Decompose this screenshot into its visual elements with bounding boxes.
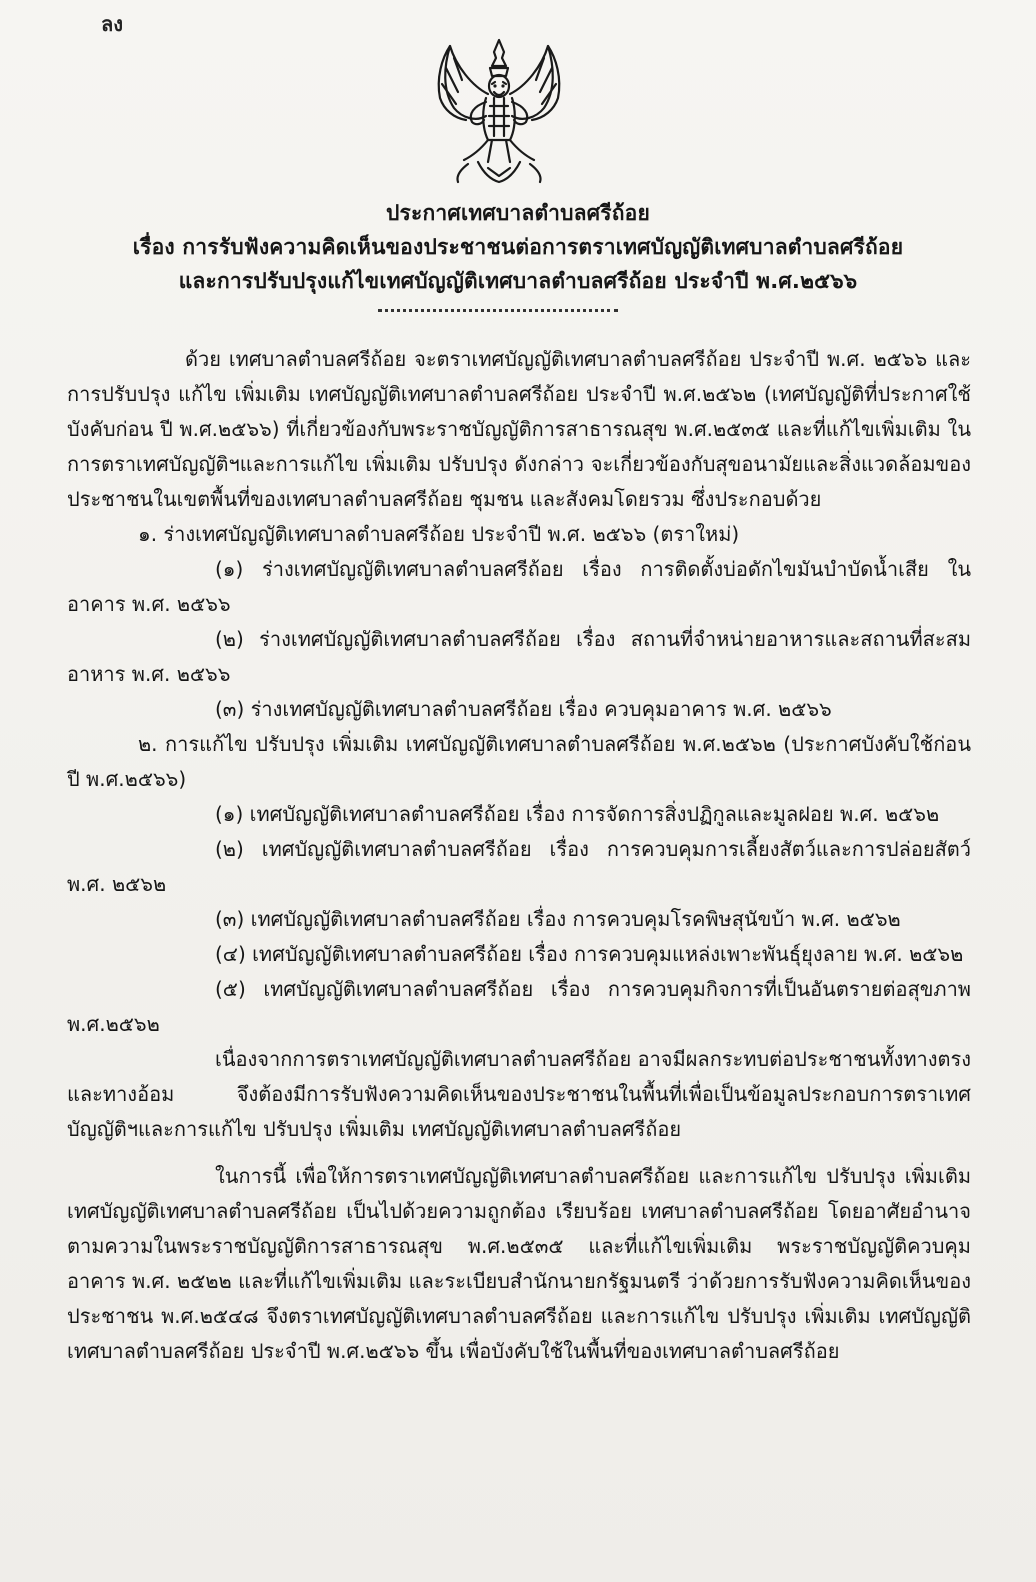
announcement-body — [67, 342, 971, 1369]
section-2-item: (๓) เทศบัญญัติเทศบาลตำบลศรีถ้อย เรื่อง การควบคุมโรคพิษสุนัขบ้า พ.ศ. ๒๕๖๒ — [215, 907, 901, 931]
announcement-title: ประกาศเทศบาลตำบลศรีถ้อย — [386, 201, 650, 225]
section-1-heading: ๑. ร่างเทศบัญญัติเทศบาลตำบลศรีถ้อย ประจำปี พ.ศ. ๒๕๖๖ (ตราใหม่) — [138, 522, 740, 546]
section-2-item: (๒) เทศบัญญัติเทศบาลตำบลศรีถ้อย เรื่อง การควบคุมการเลี้ยงสัตว์และการปล่อยสัตว์ พ.ศ. ๒๕๖๒ — [67, 837, 971, 896]
authority-paragraph: ในการนี้ เพื่อให้การตราเทศบัญญัติเทศบาลตำบลศรีถ้อย และการแก้ไข ปรับปรุง เพิ่มเติม เทศบัญญัติเทศบาลตำบลศรีถ้อย เป็นไปด้วยความถูกต้อง เรียบร้อย เทศบาลตำบลศรีถ้อย โดยอาศัยอำนาจตามความในพระราชบัญญัติการสาธารณสุข พ.ศ.๒๕๓๕ และที่แก้ไขเพิ่มเติม พระราชบัญญัติควบคุมอาคาร พ.ศ. ๒๕๒๒ และที่แก้ไขเพิ่มเติม และระเบียบสำนักนายกรัฐมนตรี ว่าด้วยการรับฟังความคิดเห็นของประชาชน พ.ศ.๒๕๔๘ จึงตราเทศบัญญัติเทศบาลตำบลศรีถ้อย และการแก้ไข ปรับปรุง เพิ่มเติม เทศบัญญัติเทศบาลตำบลศรีถ้อย ประจำปี พ.ศ.๒๕๖๖ ขึ้น เพื่อบังคับใช้ในพื้นที่ของเทศบาลตำบลศรีถ้อย — [67, 1164, 971, 1363]
rationale-paragraph: เนื่องจากการตราเทศบัญญัติเทศบาลตำบลศรีถ้อย อาจมีผลกระทบต่อประชาชนทั้งทางตรงและทางอ้อม จึงต้องมีการรับฟังความคิดเห็นของประชาชนในพื้นที่เพื่อเป็นข้อมูลประกอบการตราเทศบัญญัติฯและการแก้ไข ปรับปรุง เพิ่มเติม เทศบัญญัติเทศบาลตำบลศรีถ้อย — [67, 1047, 972, 1141]
subject-line-continued: และการปรับปรุงแก้ไขเทศบัญญัติเทศบาลตำบลศรีถ้อย ประจำปี พ.ศ.๒๕๖๖ — [178, 269, 858, 293]
section-2-item: (๑) เทศบัญญัติเทศบาลตำบลศรีถ้อย เรื่อง การจัดการสิ่งปฏิกูลและมูลฝอย พ.ศ. ๒๕๖๒ — [215, 802, 940, 826]
section-2-item: (๕) เทศบัญญัติเทศบาลตำบลศรีถ้อย เรื่อง การควบคุมกิจการที่เป็นอันตรายต่อสุขภาพ พ.ศ.๒๕๖๒ — [67, 977, 971, 1036]
section-2-heading: ๒. การแก้ไข ปรับปรุง เพิ่มเติม เทศบัญญัติเทศบาลตำบลศรีถ้อย พ.ศ.๒๕๖๒ (ประกาศบังคับใช้ก่อนปี พ.ศ.๒๕๖๖) — [67, 732, 971, 791]
section-1-item: (๑) ร่างเทศบัญญัติเทศบาลตำบลศรีถ้อย เรื่อง การติดตั้งบ่อดักไขมันบำบัดน้ำเสีย ในอาคาร พ.ศ. ๒๕๖๖ — [67, 557, 971, 616]
section-2-item: (๔) เทศบัญญัติเทศบาลตำบลศรีถ้อย เรื่อง การควบคุมแหล่งเพาะพันธุ์ยุงลาย พ.ศ. ๒๕๖๒ — [215, 942, 964, 966]
subject-line: เรื่อง การรับฟังความคิดเห็นของประชาชนต่อการตราเทศบัญญัติเทศบาลตำบลศรีถ้อย — [132, 235, 904, 259]
garuda-emblem-icon — [432, 36, 566, 186]
section-1-item: (๒) ร่างเทศบัญญัติเทศบาลตำบลศรีถ้อย เรื่อง สถานที่จำหน่ายอาหารและสถานที่สะสม อาหาร พ.ศ. ๒๕๖๖ — [67, 627, 971, 686]
intro-paragraph: ด้วย เทศบาลตำบลศรีถ้อย จะตราเทศบัญญัติเทศบาลตำบลศรีถ้อย ประจำปี พ.ศ. ๒๕๖๖ และการปรับปรุง แก้ไข เพิ่มเติม เทศบัญญัติเทศบาลตำบลศรีถ้อย ประจำปี พ.ศ.๒๕๖๒ (เทศบัญญัติที่ประกาศใช้บังคับก่อน ปี พ.ศ.๒๕๖๖) ที่เกี่ยวข้องกับพระราชบัญญัติการสาธารณสุข พ.ศ.๒๕๓๕ และที่แก้ไขเพิ่มเติม ในการตราเทศบัญญัติฯและการแก้ไข เพิ่มเติม ปรับปรุง ดังกล่าว จะเกี่ยวข้องกับสุขอนามัยและสิ่งแวดล้อมของประชาชนในเขตพื้นที่ของเทศบาลตำบลศรีถ้อย ชุมชน และสังคมโดยรวม ซึ่งประกอบด้วย — [67, 347, 971, 511]
section-1-item: (๓) ร่างเทศบัญญัติเทศบาลตำบลศรีถ้อย เรื่อง ควบคุมอาคาร พ.ศ. ๒๕๖๖ — [215, 697, 832, 721]
corner-mark: ลง — [101, 12, 124, 36]
dotted-separator — [378, 309, 618, 312]
